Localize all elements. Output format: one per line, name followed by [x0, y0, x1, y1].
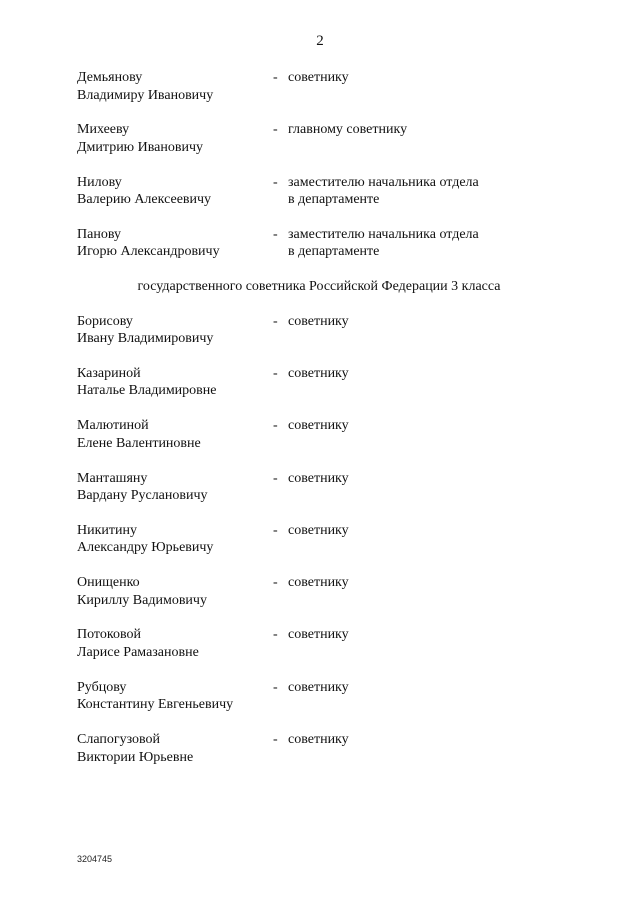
position	[288, 121, 588, 139]
person-name	[77, 731, 267, 766]
given-names: Кириллу Вадимовичу	[77, 592, 207, 608]
surname: Панову	[77, 226, 121, 242]
appointment-list	[77, 69, 597, 766]
list-item	[77, 313, 597, 348]
dash: -	[273, 174, 278, 190]
person-name	[77, 365, 267, 400]
dash: -	[273, 575, 278, 591]
position	[288, 470, 588, 488]
position	[288, 226, 588, 261]
given-names: Ивану Владимировичу	[77, 331, 214, 347]
position	[288, 313, 588, 331]
position-line-2: в департаменте	[288, 192, 380, 208]
list-item	[77, 174, 597, 209]
position-line-1: советнику	[288, 732, 349, 748]
position	[288, 69, 588, 87]
person-name	[77, 417, 267, 452]
given-names: Константину Евгеньевичу	[77, 697, 234, 713]
page-number: 2	[316, 33, 324, 49]
surname: Малютиной	[77, 418, 149, 434]
position-line-1: заместителю начальника отдела	[288, 174, 479, 190]
position-line-1: советнику	[288, 522, 349, 538]
given-names: Владимиру Ивановичу	[77, 87, 214, 103]
person-name	[77, 679, 267, 714]
given-names: Игорю Александровичу	[77, 244, 220, 260]
position	[288, 731, 588, 749]
given-names: Дмитрию Ивановичу	[77, 139, 204, 155]
list-item	[77, 121, 597, 156]
position	[288, 679, 588, 697]
person-name	[77, 121, 267, 156]
surname: Манташяну	[77, 470, 148, 486]
surname: Никитину	[77, 522, 137, 538]
position	[288, 522, 588, 540]
position-line-1: главному советнику	[288, 122, 408, 138]
given-names: Елене Валентиновне	[77, 435, 201, 451]
list-item	[77, 679, 597, 714]
position-line-1: заместителю начальника отдела	[288, 226, 479, 242]
position	[288, 365, 588, 383]
list-item	[77, 69, 597, 104]
dash: -	[273, 732, 278, 748]
position	[288, 574, 588, 592]
dash: -	[273, 627, 278, 643]
position-line-2: в департаменте	[288, 244, 380, 260]
surname: Казариной	[77, 365, 141, 381]
dash: -	[273, 122, 278, 138]
given-names: Александру Юрьевичу	[77, 540, 214, 556]
rank-heading: государственного советника Российской Федерации 3 класса	[137, 279, 501, 295]
position-line-1: советнику	[288, 679, 349, 695]
surname: Демьянову	[77, 70, 143, 85]
person-name	[77, 626, 267, 661]
given-names: Вардану Руслановичу	[77, 488, 208, 504]
given-names: Наталье Владимировне	[77, 383, 217, 399]
surname: Слапогузовой	[77, 732, 161, 748]
person-name	[77, 313, 267, 348]
position	[288, 174, 588, 209]
position-line-1: советнику	[288, 70, 349, 85]
person-name	[77, 522, 267, 557]
dash: -	[273, 418, 278, 434]
position-line-1: советнику	[288, 365, 349, 381]
dash: -	[273, 70, 278, 85]
surname: Потоковой	[77, 627, 141, 643]
surname: Онищенко	[77, 575, 140, 591]
list-item	[77, 417, 597, 452]
position	[288, 626, 588, 644]
position-line-1: советнику	[288, 418, 349, 434]
list-item	[77, 626, 597, 661]
dash: -	[273, 679, 278, 695]
position-line-1: советнику	[288, 313, 349, 329]
surname: Борисову	[77, 313, 133, 329]
dash: -	[273, 365, 278, 381]
surname: Нилову	[77, 174, 122, 190]
list-item	[77, 365, 597, 400]
list-item	[77, 226, 597, 261]
dash: -	[273, 313, 278, 329]
list-item	[77, 522, 597, 557]
position	[288, 417, 588, 435]
list-item	[77, 731, 597, 766]
position-line-1: советнику	[288, 470, 349, 486]
given-names: Валерию Алексеевичу	[77, 192, 212, 208]
list-item	[77, 574, 597, 609]
surname: Михееву	[77, 122, 130, 138]
person-name	[77, 226, 267, 261]
given-names: Ларисе Рамазановне	[77, 644, 199, 660]
surname: Рубцову	[77, 679, 127, 695]
position-line-1: советнику	[288, 575, 349, 591]
dash: -	[273, 226, 278, 242]
document-code: 3204745	[77, 854, 113, 864]
person-name	[77, 69, 267, 104]
person-name	[77, 174, 267, 209]
dash: -	[273, 470, 278, 486]
dash: -	[273, 522, 278, 538]
person-name	[77, 574, 267, 609]
given-names: Виктории Юрьевне	[77, 749, 194, 765]
person-name	[77, 470, 267, 505]
list-item	[77, 470, 597, 505]
position-line-1: советнику	[288, 627, 349, 643]
